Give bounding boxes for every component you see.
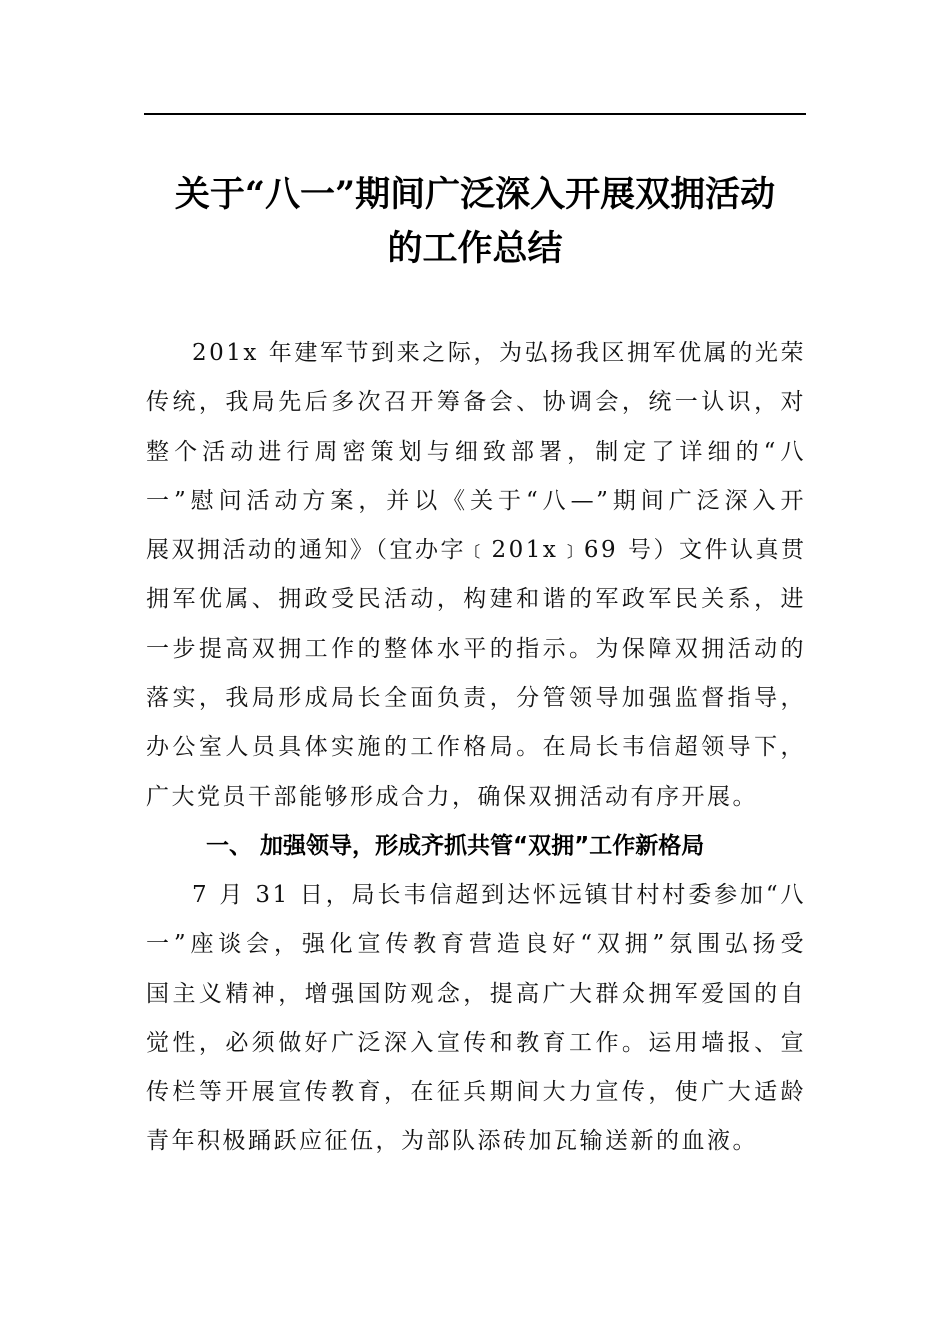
paragraph-line: 办公室人员具体实施的工作格局。在局长韦信超领导下，	[146, 734, 806, 761]
paragraph-line: 7 月 31 日，局长韦信超到达怀远镇甘村村委参加“八	[192, 882, 806, 908]
paragraph-line: 落实，我局形成局长全面负责，分管领导加强监督指导，	[146, 685, 806, 712]
paragraph-line: 展双拥活动的通知》（宜办字﹝201x﹞69 号）文件认真贯	[146, 537, 807, 564]
title-line: 关于“八一”期间广泛深入开展双拥活动	[174, 174, 776, 215]
document-title	[100, 168, 850, 276]
paragraph-line: 青年积极踊跃应征伍，为部队添砖加瓦输送新的血液。	[146, 1128, 758, 1155]
paragraph-intro	[146, 329, 806, 822]
paragraph-section-1	[146, 871, 806, 1167]
paragraph-line: 一”慰问活动方案，并以《关于“八—”期间广泛深入开	[146, 487, 806, 514]
paragraph-line: 觉性，必须做好广泛深入宣传和教育工作。运用墙报、宣	[146, 1029, 806, 1056]
paragraph-line: 广大党员干部能够形成合力，确保双拥活动有序开展。	[146, 783, 758, 810]
paragraph-line: 整个活动进行周密策划与细致部署，制定了详细的“八	[146, 438, 806, 465]
paragraph-line: 拥军优属、拥政受民活动，构建和谐的军政军民关系，进	[146, 586, 806, 613]
paragraph-line: 传统，我局先后多次召开筹备会、协调会，统一认识，对	[146, 389, 806, 416]
paragraph-line: 传栏等开展宣传教育，在征兵期间大力宣传，使广大适龄	[146, 1079, 806, 1106]
title-line: 的工作总结	[387, 228, 563, 269]
header-rule	[144, 113, 806, 115]
paragraph-line: 一”座谈会，强化宣传教育营造良好“双拥”氛围弘扬受	[146, 931, 806, 958]
paragraph-line: 201x 年建军节到来之际，为弘扬我区拥军优属的光荣	[192, 340, 806, 366]
paragraph-line: 国主义精神，增强国防观念，提高广大群众拥军爱国的自	[146, 980, 806, 1007]
paragraph-line: 一步提高双拥工作的整体水平的指示。为保障双拥活动的	[146, 635, 806, 662]
section-heading-1: 一、 加强领导，形成齐抓共管“双拥”工作新格局	[206, 833, 705, 859]
